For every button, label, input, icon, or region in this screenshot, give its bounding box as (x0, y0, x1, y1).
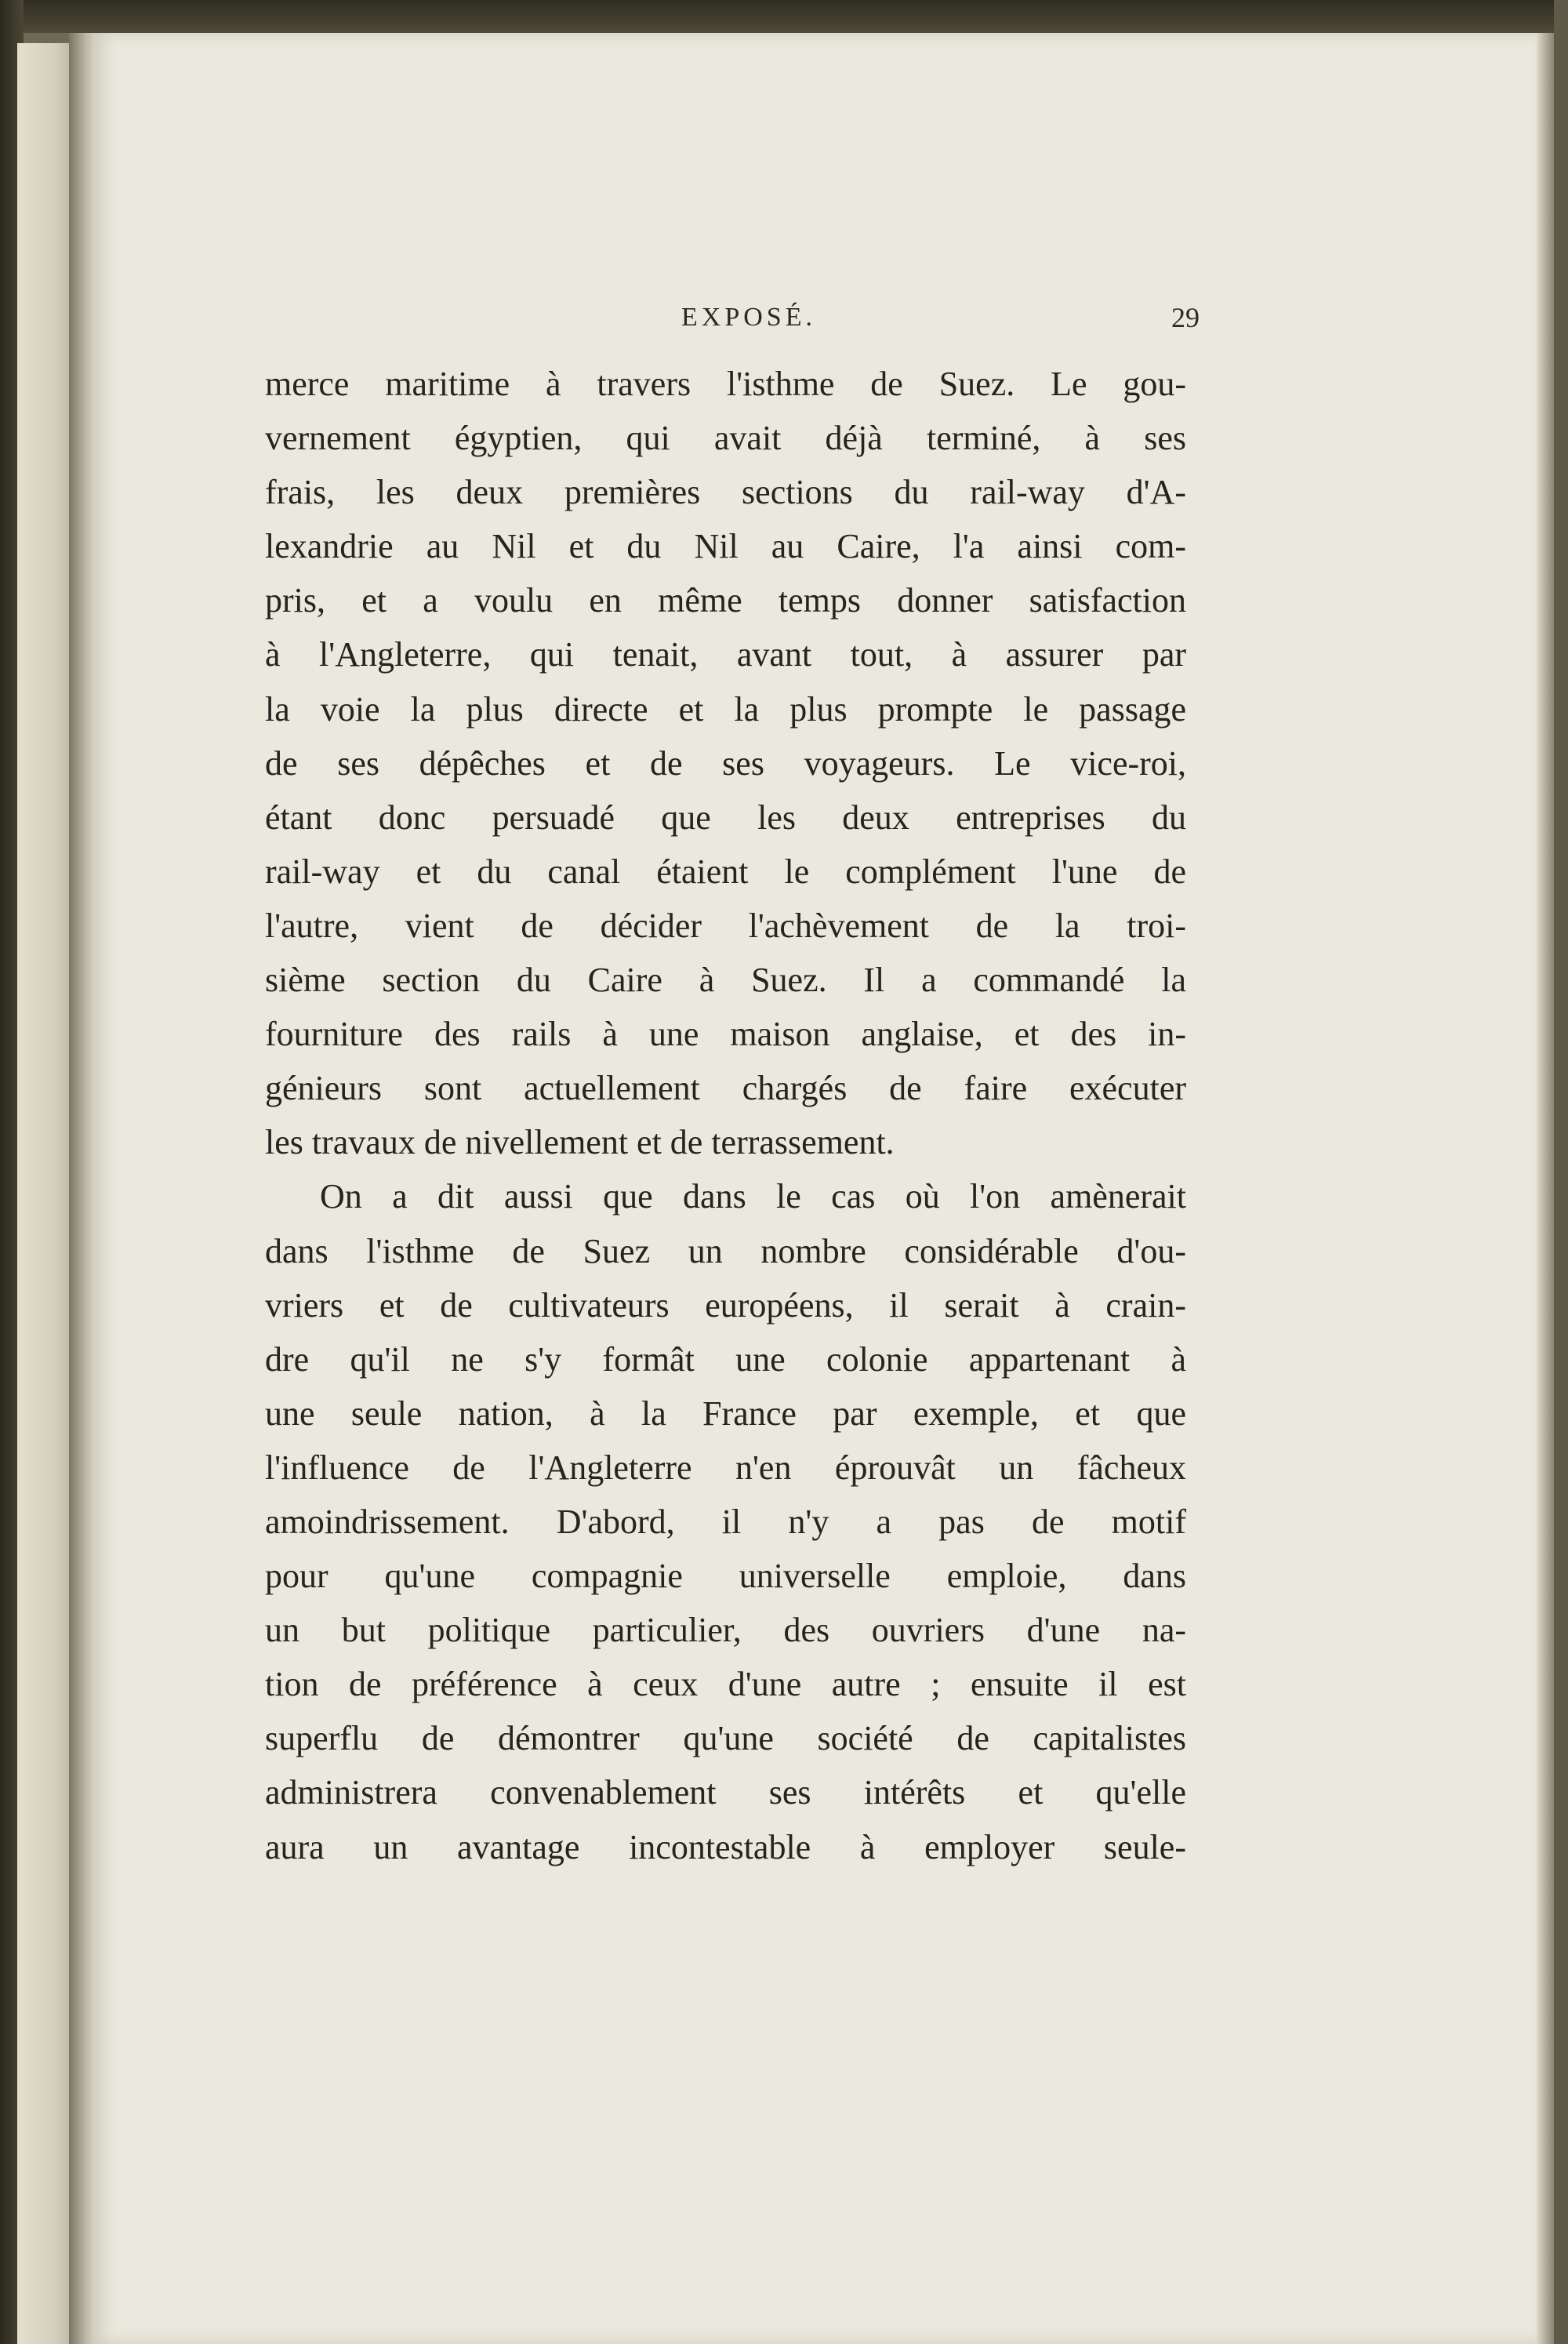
text-line-7: la voie la plus directe et la plus prompte le passage (265, 689, 1186, 729)
text-line-27: administrera convenablement ses intérêts et qu'elle (265, 1773, 1186, 1812)
background-strip (1554, 0, 1568, 2344)
text-line-15: les travaux de nivellement et de terrassement. (265, 1123, 895, 1162)
text-line-9: étant donc persuadé que les deux entreprises du (265, 798, 1186, 837)
text-line-22: amoindrissement. D'abord, il n'y a pas de motif (265, 1502, 1186, 1541)
text-line-21: l'influence de l'Angleterre n'en éprouvât un fâcheux (265, 1448, 1186, 1487)
text-line-19: dre qu'il ne s'y formât une colonie appartenant à (265, 1339, 1186, 1379)
text-line-14: génieurs sont actuellement chargés de faire exécuter (265, 1069, 1186, 1108)
running-head: EXPOSÉ. (681, 303, 816, 332)
text-line-3: frais, les deux premières sections du rail-way d'A- (265, 473, 1186, 512)
text-line-2: vernement égyptien, qui avait déjà terminé, à ses (265, 419, 1186, 458)
text-line-5: pris, et a voulu en même temps donner satisfaction (265, 581, 1186, 620)
text-line-23: pour qu'une compagnie universelle emploie, dans (265, 1557, 1186, 1596)
text-line-16: On a dit aussi que dans le cas où l'on amènerait (320, 1177, 1186, 1216)
text-line-12: sième section du Caire à Suez. Il a commandé la (265, 961, 1186, 1000)
text-line-13: fourniture des rails à une maison anglaise, et des in- (265, 1015, 1186, 1054)
text-line-28: aura un avantage incontestable à employer seule- (265, 1827, 1186, 1866)
text-line-25: tion de préférence à ceux d'une autre ; ensuite il est (265, 1665, 1186, 1704)
text-line-20: une seule nation, à la France par exemple, et que (265, 1394, 1186, 1433)
page-number: 29 (1171, 302, 1200, 333)
body-text (265, 357, 1186, 1874)
page-header (298, 296, 1200, 343)
text-line-10: rail-way et du canal étaient le complément l'une de (265, 852, 1186, 891)
text-line-24: un but politique particulier, des ouvriers d'une na- (265, 1611, 1186, 1650)
text-line-1: merce maritime à travers l'isthme de Suez. Le gou- (265, 365, 1186, 403)
text-line-26: superflu de démontrer qu'une société de capitalistes (265, 1719, 1186, 1758)
text-line-18: vriers et de cultivateurs européens, il serait à crain- (265, 1285, 1186, 1325)
book-gutter (69, 33, 96, 2344)
text-line-6: à l'Angleterre, qui tenait, avant tout, à assurer par (265, 635, 1186, 674)
facing-page-edge (17, 43, 72, 2344)
page-fore-edge (1537, 33, 1554, 2344)
text-line-11: l'autre, vient de décider l'achèvement de la troi- (265, 906, 1186, 945)
text-line-4: lexandrie au Nil et du Nil au Caire, l'a ainsi com- (265, 527, 1186, 566)
text-line-17: dans l'isthme de Suez un nombre considérable d'ou- (265, 1231, 1186, 1270)
text-line-8: de ses dépêches et de ses voyageurs. Le vice-roi, (265, 743, 1186, 783)
book-cover-top-edge (0, 0, 1568, 33)
